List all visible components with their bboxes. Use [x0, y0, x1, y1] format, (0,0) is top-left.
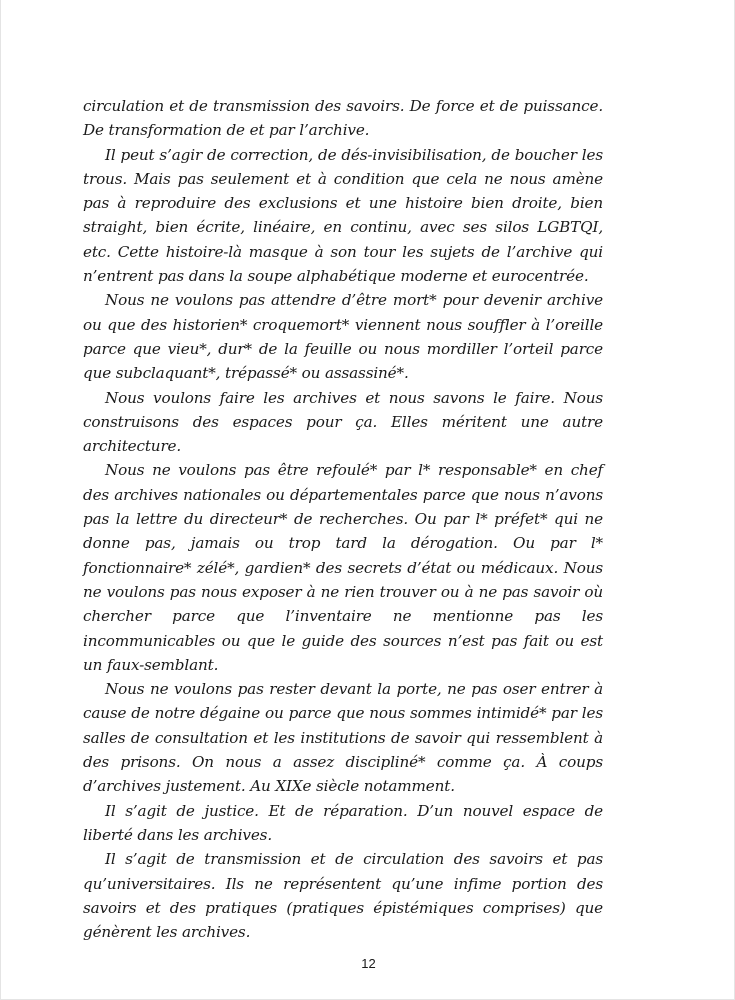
body-text: [83, 94, 603, 944]
paragraph: Nous ne voulons pas être refoulé* par l* responsable* en chef des archives nationales ou départementales parce que nous n’avons pas la lettre du directeur* de recherches. Ou par l* préfet* qui ne donne pas, jamais ou trop tard la dérogation. Ou par l* fonctionnaire* zélé*, gardien* des secrets d’état ou médicaux. Nous ne voulons pas nous exposer à ne rien trouver ou à ne pas savoir où chercher parce que l’inventaire ne mentionne pas les incommunicables ou que le guide des sources n’est pas fait ou est un faux-semblant.: [83, 461, 603, 674]
page-number: 12: [361, 956, 376, 971]
paragraph: circulation et de transmission des savoirs. De force et de puissance. De transformation de et par l’archive.: [83, 97, 603, 140]
paragraph: Il s’agit de transmission et de circulation des savoirs et pas qu’universitaires. Ils ne représentent qu’une infime portion des savoirs et des pratiques (pratiques épistémiques comprises) que génèrent les archives.: [83, 850, 603, 942]
paragraph: Il s’agit de justice. Et de réparation. D’un nouvel espace de liberté dans les archives.: [83, 801, 603, 844]
paragraph: Il peut s’agir de correction, de dés-invisibilisation, de boucher les trous. Mais pas seulement et à condition que cela ne nous amène pas à reproduire des exclusions et une histoire bien droite, bien straight, bien écrite, linéaire, en continu, avec ses silos LGBTQI, etc. Cette histoire-là masque à son tour les sujets de l’archive qui n’entrent pas dans la soupe alphabétique moderne et eurocentrée.: [83, 145, 603, 286]
paragraph: Nous ne voulons pas rester devant la porte, ne pas oser entrer à cause de notre dégaine ou parce que nous sommes intimidé* par les salles de consultation et les institutions de savoir qui ressemblent à des prisons. On nous a assez discipliné* comme ça. À coups d’archives justement. Au XIXe siècle notamment.: [83, 680, 603, 796]
paragraph: Nous ne voulons pas attendre d’être mort* pour devenir archive ou que des historien* croquemort* viennent nous souffler à l’oreille parce que vieu*, dur* de la feuille ou nous mordiller l’orteil parce que subclaquant*, trépassé* ou assassiné*.: [83, 291, 603, 383]
paragraph: Nous voulons faire les archives et nous savons le faire. Nous construisons des espaces pour ça. Elles méritent une autre architecture.: [83, 388, 603, 456]
